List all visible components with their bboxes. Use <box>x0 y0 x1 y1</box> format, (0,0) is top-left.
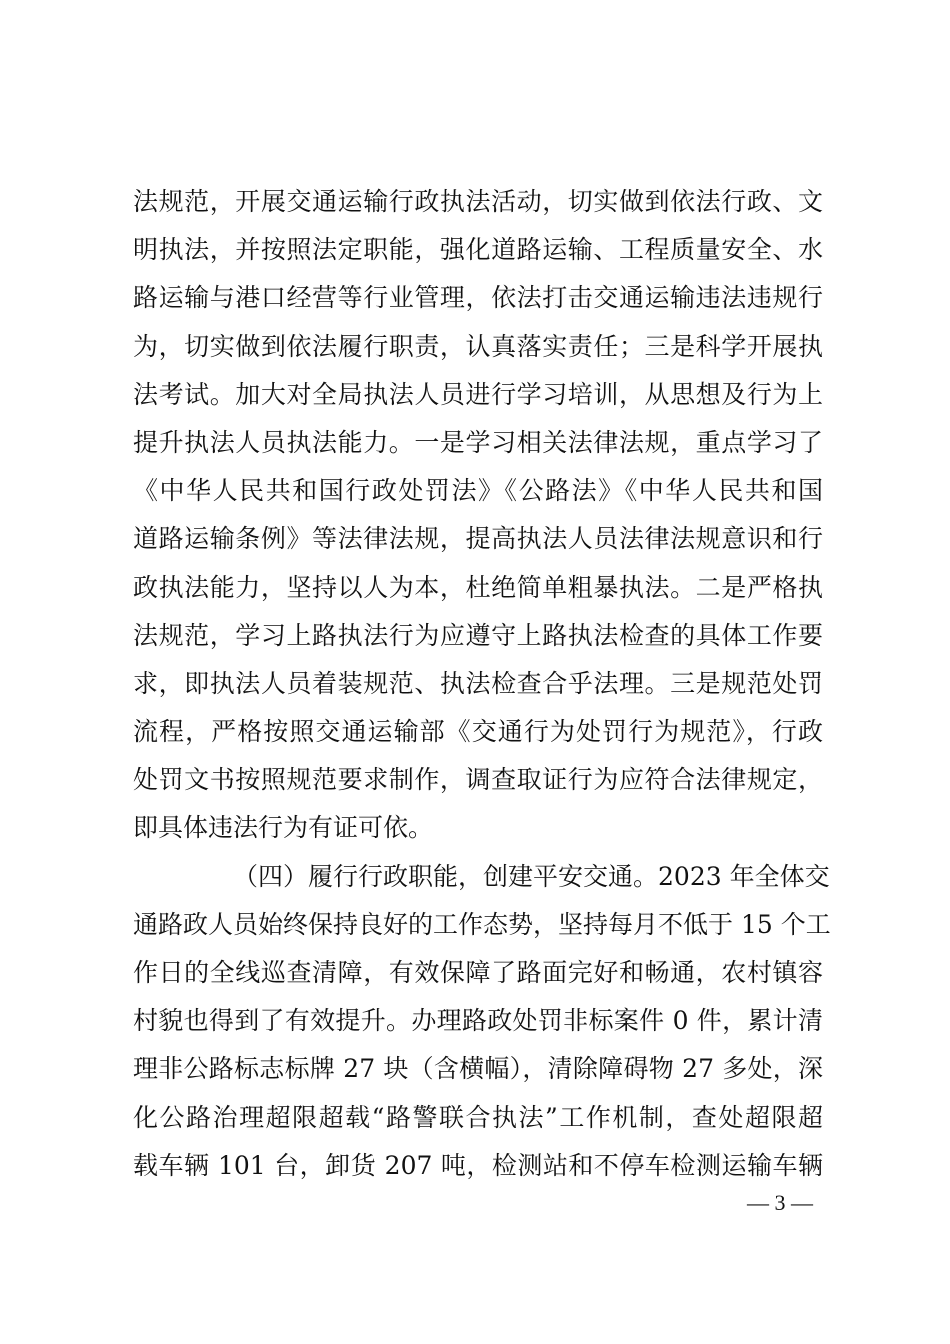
text-line: 法规范，学习上路执法行为应遵守上路执法检查的具体工作要 <box>133 620 823 650</box>
text-line: 提升执法人员执法能力。一是学习相关法律法规，重点学习了 <box>133 427 823 457</box>
text-line: 法规范，开展交通运输行政执法活动，切实做到依法行政、文 <box>133 187 823 216</box>
text-line: 化公路治理超限超载“路警联合执法”工作机制，查处超限超 <box>133 1102 823 1132</box>
text-line: 作日的全线巡查清障，有效保障了路面完好和畅通，农村镇容 <box>133 958 823 987</box>
text-line: 明执法，并按照法定职能，强化道路运输、工程质量安全、水 <box>133 235 823 265</box>
text-line: 处罚文书按照规范要求制作，调查取证行为应符合法律规定， <box>133 765 823 795</box>
text-line: 即具体违法行为有证可依。 <box>133 813 434 843</box>
text-line: 路运输与港口经营等行业管理，依法打击交通运输违法违规行 <box>133 283 823 313</box>
text-line: 道路运输条例》等法律法规，提高执法人员法律法规意识和行 <box>133 524 823 554</box>
text-line: 村貌也得到了有效提升。办理路政处罚非标案件 0 件，累计清 <box>133 1006 823 1036</box>
text-line: 流程，严格按照交通运输部《交通行为处罚行为规范》，行政 <box>133 717 823 747</box>
text-line: 为，切实做到依法履行职责，认真落实责任；三是科学开展执 <box>133 331 823 361</box>
text-line: 通路政人员始终保持良好的工作态势，坚持每月不低于 15 个工 <box>133 909 831 939</box>
section-heading-line: （四）履行行政职能，创建平安交通。2023 年全体交 <box>233 861 830 891</box>
text-line: 《中华人民共和国行政处罚法》《公路法》《中华人民共和国 <box>133 476 823 506</box>
page-number: — 3 — <box>747 1190 813 1215</box>
body-text <box>133 178 831 1190</box>
text-line: 载车辆 101 台，卸货 207 吨，检测站和不停车检测运输车辆 <box>133 1150 823 1180</box>
text-line: 法考试。加大对全局执法人员进行学习培训，从思想及行为上 <box>133 379 823 409</box>
text-line: 理非公路标志标牌 27 块（含横幅），清除障碍物 27 多处，深 <box>133 1054 823 1084</box>
text-line: 求，即执法人员着装规范、执法检查合乎法理。三是规范处罚 <box>133 668 823 698</box>
text-line: 政执法能力，坚持以人为本，杜绝简单粗暴执法。二是严格执 <box>133 572 823 602</box>
